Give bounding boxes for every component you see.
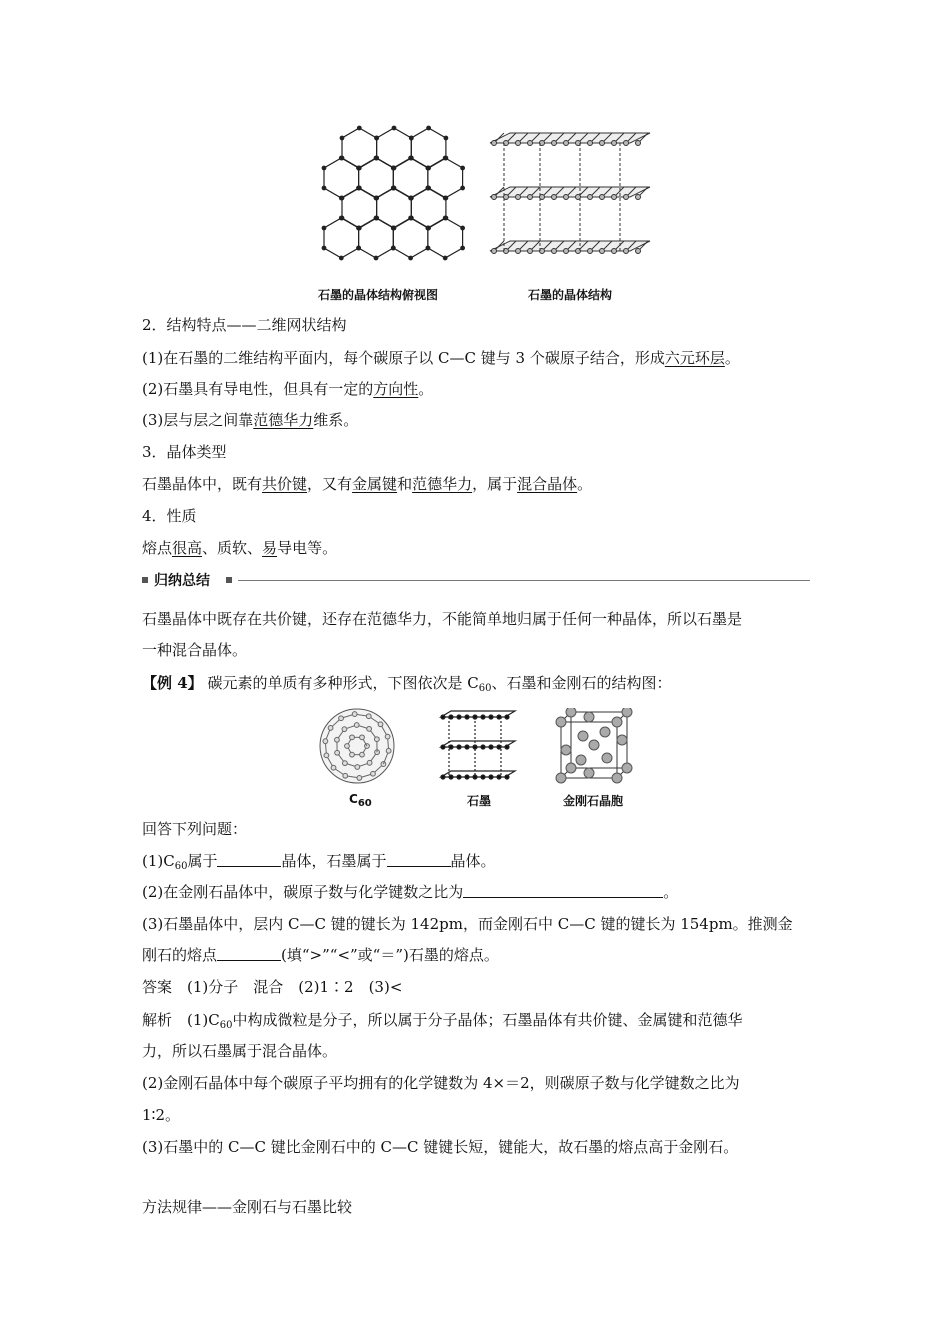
analysis-3: (3)石墨中的 C—C 键比金刚石中的 C—C 键键长短，键能大，故石墨的熔点高于金刚石。 [142,1138,739,1156]
question-1: $(1)C_{60}$属于 晶体，石墨属于 晶体。 [142,852,496,872]
answer: 答案 (1)分子 混合 (2)1∶2 (3)< [142,978,403,996]
figure-caption-structure: 石墨的晶体结构 [528,288,613,302]
c60-figure [316,705,398,787]
graphite-figure [435,705,520,785]
caption-diamond: 金刚石晶胞 [563,794,624,808]
section-2-title: 2．结构特点——二维网状结构 [142,316,347,334]
caption-c60: $C_{60}$ [349,792,372,809]
summary-marker-left [142,577,148,583]
question-3-line-1: (3)石墨晶体中，层内 C—C 键的键长为 142pm，而金刚石中 C—C 键的键长为 154pm。推测金 [142,915,793,933]
graphite-layer-structure-figure [480,125,660,275]
graphite-top-view-figure [300,120,470,280]
example-ask: 回答下列问题： [142,820,248,838]
blank-3 [463,882,663,898]
blank-4 [217,945,281,961]
blank-2 [387,851,451,867]
analysis-2-line-2: 1∶2。 [142,1106,180,1124]
section-2-point-1: (1)在石墨的二维结构平面内，每个碳原子以 C—C 键与 3 个碳原子结合，形成六元环层。 [142,349,740,367]
analysis-1-line-2: 力，所以石墨属于混合晶体。 [142,1042,338,1060]
section-3-title: 3．晶体类型 [142,443,227,461]
summary-label: 归纳总结 [154,573,210,589]
section-3-text: 石墨晶体中，既有共价键，又有金属键和范德华力，属于混合晶体。 [142,475,593,493]
summary-rule [238,580,810,581]
example-intro: 【例 4】 碳元素的单质有多种形式，下图依次是 $C_{60}$、石墨和金刚石的结构图： [142,674,672,694]
summary-header [142,571,810,591]
figure-caption-top-view: 石墨的晶体结构俯视图 [318,288,439,302]
analysis-1-line-1: 解析 $(1)C_{60}$中构成微粒是分子，所以属于分子晶体；石墨晶体有共价键、金属键和范德华 [142,1011,743,1031]
section-4-text: 熔点很高、质软、易导电等。 [142,539,338,557]
section-2-point-3: (3)层与层之间靠范德华力维系。 [142,411,359,429]
analysis-2-line-1: (2)金刚石晶体中每个碳原子平均拥有的化学键数为 4×＝2，则碳原子数与化学键数之比为 [142,1074,740,1092]
question-2: (2)在金刚石晶体中，碳原子数与化学键数之比为 。 [142,883,679,901]
diamond-unit-cell-figure [555,708,635,788]
caption-graphite: 石墨 [467,794,492,808]
method-title: 方法规律——金刚石与石墨比较 [142,1198,353,1216]
example-tag: 【例 4】 [142,674,203,692]
section-4-title: 4．性质 [142,507,197,525]
blank-1 [217,851,281,867]
summary-text-line-2: 一种混合晶体。 [142,641,248,659]
section-2-point-2: (2)石墨具有导电性，但具有一定的方向性。 [142,380,434,398]
question-3-line-2: 刚石的熔点 (填“>”“<”或“＝”)石墨的熔点。 [142,946,499,964]
summary-marker-right [226,577,232,583]
summary-text-line-1: 石墨晶体中既存在共价键，还存在范德华力，不能简单地归属于任何一种晶体，所以石墨是 [142,610,743,628]
